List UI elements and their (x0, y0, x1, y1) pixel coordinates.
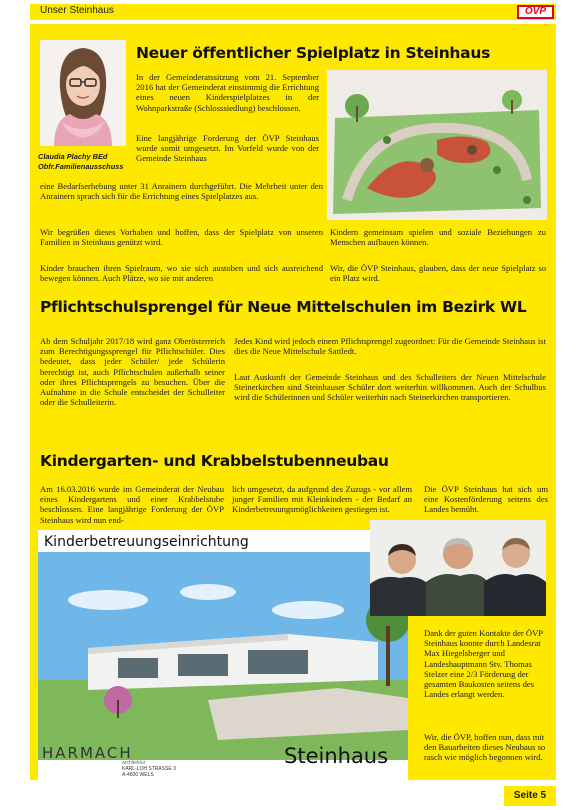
article1-paragraph-4: Wir begrüßen dieses Vorhaben und hoffen, dass der Spielplatz von unseren Familien in Steinhaus genützt wird. (40, 227, 323, 248)
logo-text: ÖVP (524, 6, 546, 17)
article3-column-1: Am 16.03.2016 wurde im Gemeinderat der Neubau eines Kindergartens und einer Krabbelstube beschlossen. Eine langjährige Forderung der ÖVP Steinhaus wird nun end- (40, 484, 224, 525)
playground-plan-drawing (327, 70, 547, 220)
portrait-caption-role: Obfr.Familienausschuss (38, 162, 124, 171)
portrait-photo (40, 40, 126, 146)
article1-paragraph-7: Wir, die ÖVP Steinhaus, glauben, dass der neue Spielplatz so ein Platz wird. (330, 263, 546, 284)
three-men-image (370, 520, 546, 616)
page-number-text: Seite 5 (513, 790, 547, 801)
page-number (504, 786, 556, 806)
article1-paragraph-2: Eine langjährige Forderung der ÖVP Steinhaus wurde somit umgesetzt. Im Vorfeld wurde von der Gemeinde Steinhaus (136, 133, 319, 164)
section-title: Unser Steinhaus (40, 5, 114, 16)
article3-side-paragraph-2: Wir, die ÖVP, hoffen nun, dass mit den Bauarbeiten dieses Neubaus so rasch wie möglich begonnen wird. (424, 732, 546, 763)
article1-paragraph-6: Kindern gemeinsam spielen und soziale Beziehungen zu Menschen aufbauen können. (330, 227, 546, 248)
article2-title: Pflichtschulsprengel für Neue Mittelschulen im Bezirk WL (40, 298, 527, 316)
rendering-scene (38, 530, 408, 780)
architect-subtitle: architektur (122, 760, 146, 766)
playground-plan-image (327, 70, 547, 220)
kindergarten-rendering (38, 530, 408, 780)
portrait-caption-name: Claudia Plachy BEd (38, 152, 108, 161)
portrait-woman-image (40, 40, 126, 146)
article1-paragraph-5: Kinder brauchen ihren Spielraum, wo sie sich austoben und sich ausreichend bewegen können. Auch Plätze, wo sie mit anderen (40, 263, 323, 284)
architect-address-1: KARL-LOH STRASSE 3 (122, 766, 176, 772)
architect-address-2: A-4600 WELS (122, 772, 154, 778)
politicians-photo (370, 520, 546, 616)
architect-logo: HARMACH (42, 744, 133, 762)
article1-paragraph-3: eine Bedarfserhebung unter 31 Anrainern durchgeführt. Die Mehrheit unter den Anrainern sprach sich für die Errichtung eines Spielplatzes aus. (40, 181, 323, 202)
portrait-caption (38, 152, 134, 172)
article1-title: Neuer öffentlicher Spielplatz in Steinhaus (136, 44, 490, 62)
article3-column-3: Die ÖVP Steinhaus hat sich um eine Kostenförderung seitens des Landes bemüht. (424, 484, 548, 515)
rendering-heading: Kinderbetreuungseinrichtung (44, 534, 249, 550)
article3-title: Kindergarten- und Krabbelstubenneubau (40, 452, 389, 470)
article2-paragraph-2: Jedes Kind wird jedoch einem Pflichtsprengel zugeordnet: Für die Gemeinde Steinhaus ist dies die Neue Mittelschule Sattledt. (234, 336, 546, 357)
article2-paragraph-3: Laut Auskunft der Gemeinde Steinhaus und des Schulleiters der Neuen Mittelschule Steinerkirchen sind Steinhauser Schüler dort weiterhin willkommen. Auch der Schulbus wird die Schülerinnen und Schüler weiterhin nach Steinerkirchen transportieren. (234, 372, 546, 403)
page-header (30, 4, 556, 20)
article2-paragraph-1: Ab dem Schuljahr 2017/18 wird ganz Oberösterreich zum Berechtigungssprengel für Pflichtschüler. Dies bedeutet, dass jeder Schüler/ jede Schülerin berechtigt ist, auch Pflichtschulen außerhalb seiner oder ihres Pflichtsprengels zu besuchen. Über die Aufnahme in die Schule entscheidet der Schulleiter oder die Schulleiterin. (40, 336, 225, 408)
rendering-place: Steinhaus (284, 744, 389, 768)
article3-column-2: lich umgesetzt, da aufgrund des Zuzugs - vor allem junger Familien mit Kleinkindern - der Bedarf an Kinderbetreuungsmöglichkeiten gestiegen ist. (232, 484, 412, 515)
party-logo (517, 5, 554, 19)
article3-side-paragraph-1: Dank der guten Kontakte der ÖVP Steinhaus konnte durch Landesrat Max Hiegelsberger und Landeshauptmann Stv. Thomas Stelzer eine 2/3 Förderung der gesamten Baukosten seitens des Landes erlangt werden. (424, 628, 543, 700)
article1-paragraph-1: In der Gemeinderatssitzung vom 21. September 2016 hat der Gemeinderat einstimmig die Errichtung eines neuen Kinderspielplatzes in der Wohnparkstraße (Schlosssiedlung) beschlossen. (136, 72, 319, 113)
